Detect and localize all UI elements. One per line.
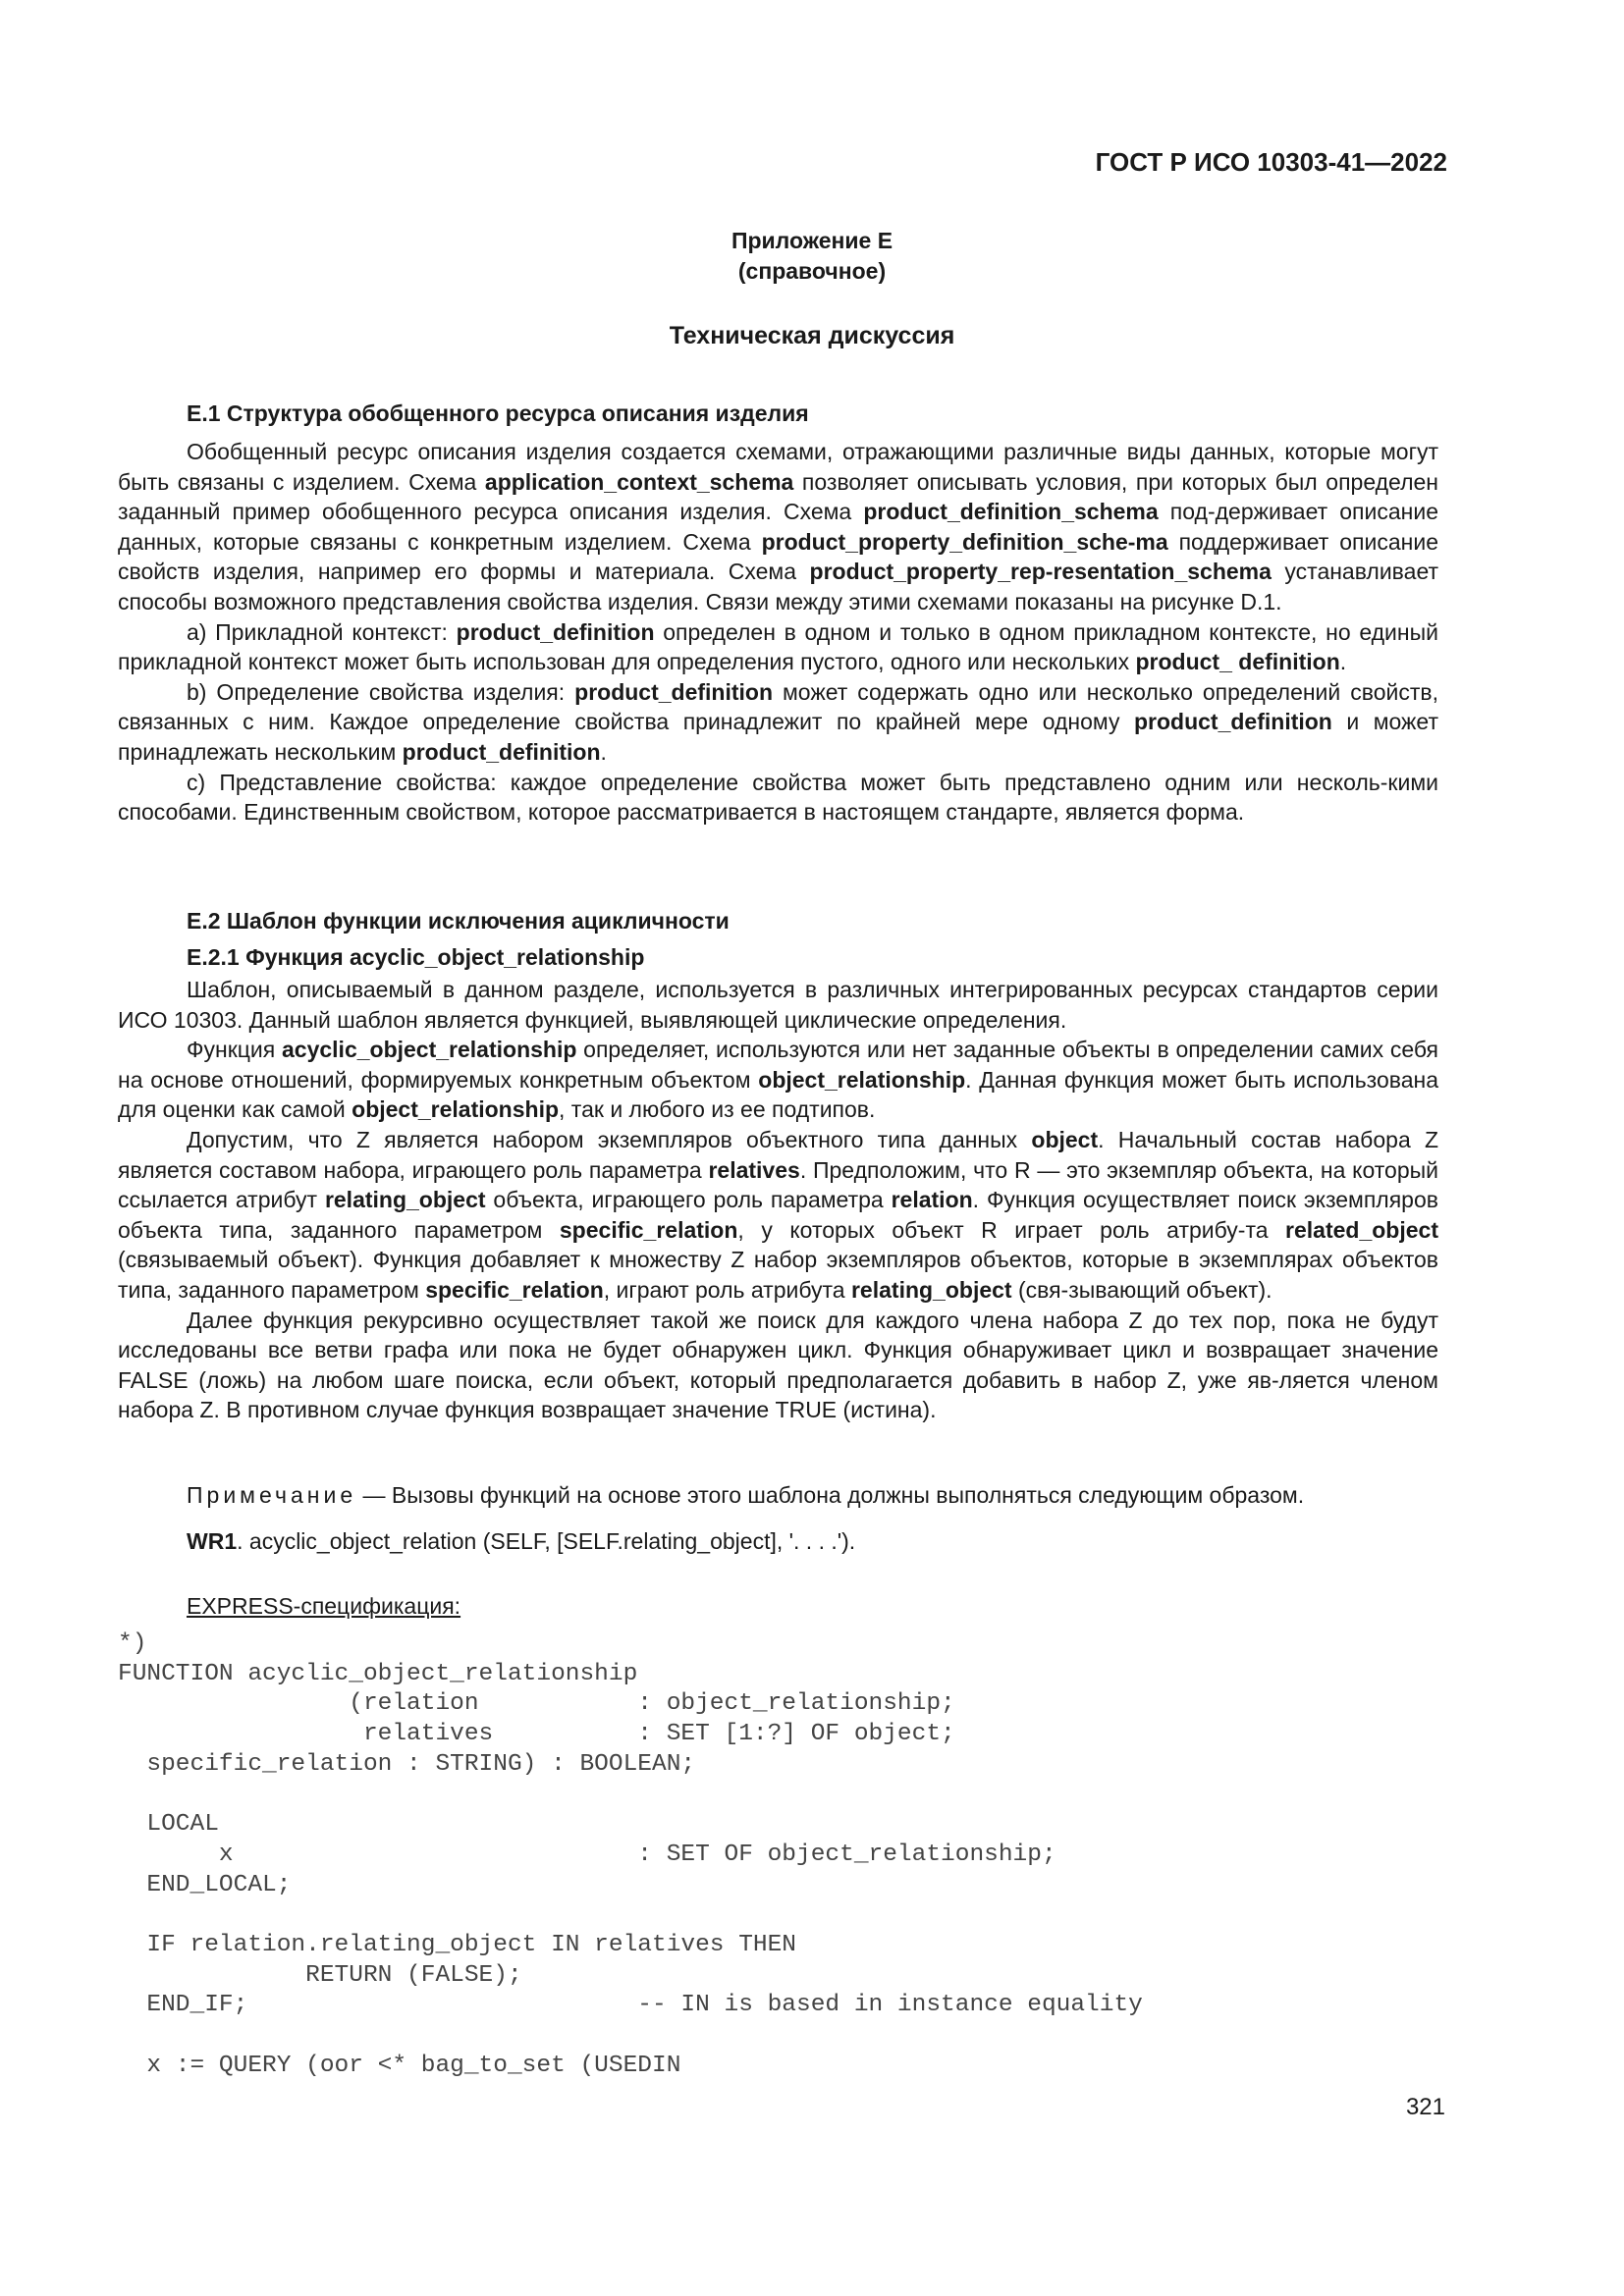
- text-run: определен в одном и только в одном прикладном контексте, но единый прикладной контекст может быть использован для определения пустого, одного или нескольких: [118, 618, 1438, 675]
- section-e1-heading: Е.1 Структура обобщенного ресурса описания изделия: [187, 400, 809, 426]
- term: product_definition: [574, 678, 774, 705]
- text-run: устанавливает способы возможного представления свойства изделия. Связи между этими схемами показаны на рисунке D.1.: [118, 559, 1439, 614]
- note-label: Примечание: [187, 1482, 357, 1508]
- term: product_property_definition_sche-ma: [761, 528, 1168, 555]
- section-e2-paragraph-3: [118, 1125, 1438, 1306]
- text-run: b) Определение свойства изделия:: [187, 678, 575, 705]
- text-run: позволяет описывать условия, при которых был определен заданный пример обобщенного ресурса описания изделия. Схема: [118, 468, 1438, 525]
- text-run: . Предположим, что R — это экземпляр объекта, на который ссылается атрибут: [118, 1156, 1438, 1213]
- term: product_definition: [1133, 709, 1332, 735]
- text-run: .: [1339, 649, 1347, 675]
- section-e1-body: [118, 437, 1438, 828]
- text-run: a) Прикладной контекст:: [187, 618, 457, 645]
- text-run: под-держивает описание данных, которые связаны с конкретным изделием. Схема: [118, 499, 1438, 555]
- text-run: c) Представление свойства: каждое определение свойства может быть представлено одним или несколь-кими способами. Единственным свойством, которое рассматривается в настоящем стандарте, является форма.: [118, 769, 1438, 826]
- term: product_definition_schema: [863, 499, 1159, 525]
- term: related_object: [1285, 1216, 1438, 1243]
- document-standard-header: ГОСТ Р ИСО 10303-41—2022: [1095, 147, 1447, 177]
- express-spec-label: EXPRESS-спецификация:: [187, 1593, 461, 1619]
- text-run: может содержать одно или несколько определений свойств, связанных с ним. Каждое определение свойства принадлежит по крайней мере одному: [118, 678, 1438, 735]
- note: [187, 1482, 1304, 1509]
- section-e2-paragraph-1: [118, 975, 1438, 1035]
- section-e1-item-a: [118, 617, 1438, 677]
- term: relatives: [708, 1156, 800, 1183]
- term: product_definition: [456, 618, 655, 645]
- text-run: поддерживает описание свойств изделия, например его формы и материала. Схема: [118, 528, 1438, 585]
- text-run: . Данная функция может быть использована для оценки как самой: [118, 1066, 1439, 1123]
- text-run: Далее функция рекурсивно осуществляет такой же поиск для каждого члена набора Z до тех пор, пока не будут исследованы все ветви графа или пока не будет обнаружен цикл. Функция обнаруживает цикл и возвращает значение FALSE (ложь) на любом шаге поиска, если объект, который предполагается добавить в набор Z, уже яв-ляется членом набора Z. В противном случае функция возвращает значение TRUE (истина).: [118, 1307, 1438, 1423]
- text-run: , у которых объект R играет роль атрибу-та: [737, 1216, 1286, 1243]
- text-run: (связываемый объект). Функция добавляет к множеству Z набор экземпляров объектов, которые в экземплярах объектов типа, заданного параметром: [118, 1247, 1438, 1303]
- section-e2-body: [118, 975, 1438, 1425]
- text-run: . Начальный состав набора Z является составом набора, играющего роль параметра: [118, 1126, 1439, 1183]
- term: acyclic_object_relationship: [282, 1037, 577, 1063]
- term: product_definition: [402, 738, 601, 765]
- text-run: определяет, используются или нет заданные объекты в определении самих себя на основе отношений, формируемых конкретным объектом: [118, 1037, 1438, 1093]
- term: specific_relation: [559, 1216, 738, 1243]
- section-e1-paragraph: [118, 437, 1438, 617]
- text-run: , так и любого из ее подтипов.: [559, 1096, 876, 1123]
- term: relation: [891, 1187, 973, 1213]
- text-run: , играют роль атрибута: [603, 1276, 851, 1303]
- section-e1-item-c: [118, 768, 1438, 828]
- text-run: .: [600, 738, 607, 765]
- text-run: Допустим, что Z является набором экземпляров объектного типа данных: [187, 1126, 1032, 1152]
- section-e2-heading: Е.2 Шаблон функции исключения ацикличности: [187, 908, 730, 934]
- note-text: — Вызовы функций на основе этого шаблона должны выполняться следующим образом.: [356, 1482, 1305, 1508]
- appendix-heading: Техническая дискуссия: [669, 322, 955, 349]
- where-rule-label: WR1: [187, 1528, 238, 1554]
- term: product_ definition: [1135, 649, 1340, 675]
- text-run: Шаблон, описываемый в данном разделе, используется в различных интегрированных ресурсах стандартов серии ИСО 10303. Данный шаблон является функцией, выявляющей циклические определения.: [118, 977, 1438, 1033]
- term: application_context_schema: [484, 468, 794, 495]
- term: specific_relation: [425, 1276, 604, 1303]
- text-run: объекта, играющего роль параметра: [485, 1187, 892, 1213]
- term: object: [1031, 1126, 1099, 1152]
- section-e2-1-heading: Е.2.1 Функция acyclic_object_relationship: [187, 944, 645, 970]
- express-code-listing: *) FUNCTION acyclic_object_relationship (relation : object_relationship; relatives : SET [1:?] OF object; specific_relation : STRING) : BOOLEAN; LOCAL x : SET OF object_relationship; END_LOCAL; IF relation.relating_object IN relatives THEN RETURN (FALSE); END_IF; -- IN is based in instance equality x := QUERY (oor <* bag_to_set (USEDIN: [118, 1630, 1143, 2079]
- text-run: и может принадлежать нескольким: [118, 709, 1438, 765]
- text-run: (свя-зывающий объект).: [1011, 1276, 1272, 1303]
- where-rule: [187, 1528, 855, 1555]
- appendix-subtitle: (справочное): [737, 258, 887, 284]
- appendix-title: Приложение Е: [731, 228, 893, 253]
- term: relating_object: [324, 1187, 486, 1213]
- term: object_relationship: [758, 1066, 966, 1093]
- section-e2-paragraph-4: [118, 1306, 1438, 1425]
- where-rule-text: . acyclic_object_relation (SELF, [SELF.relating_object], '. . . .').: [237, 1528, 856, 1554]
- page-number: 321: [1405, 2094, 1445, 2120]
- term: relating_object: [850, 1276, 1012, 1303]
- text-run: Функция: [187, 1037, 282, 1063]
- text-run: Обобщенный ресурс описания изделия создается схемами, отражающими различные виды данных, которые могут быть связаны с изделием. Схема: [118, 439, 1438, 495]
- section-e1-item-b: [118, 677, 1438, 768]
- term: object_relationship: [352, 1096, 560, 1123]
- term: product_property_rep-resentation_schema: [809, 559, 1272, 585]
- text-run: . Функция осуществляет поиск экземпляров объекта типа, заданного параметром: [118, 1187, 1438, 1243]
- section-e2-paragraph-2: [118, 1035, 1438, 1125]
